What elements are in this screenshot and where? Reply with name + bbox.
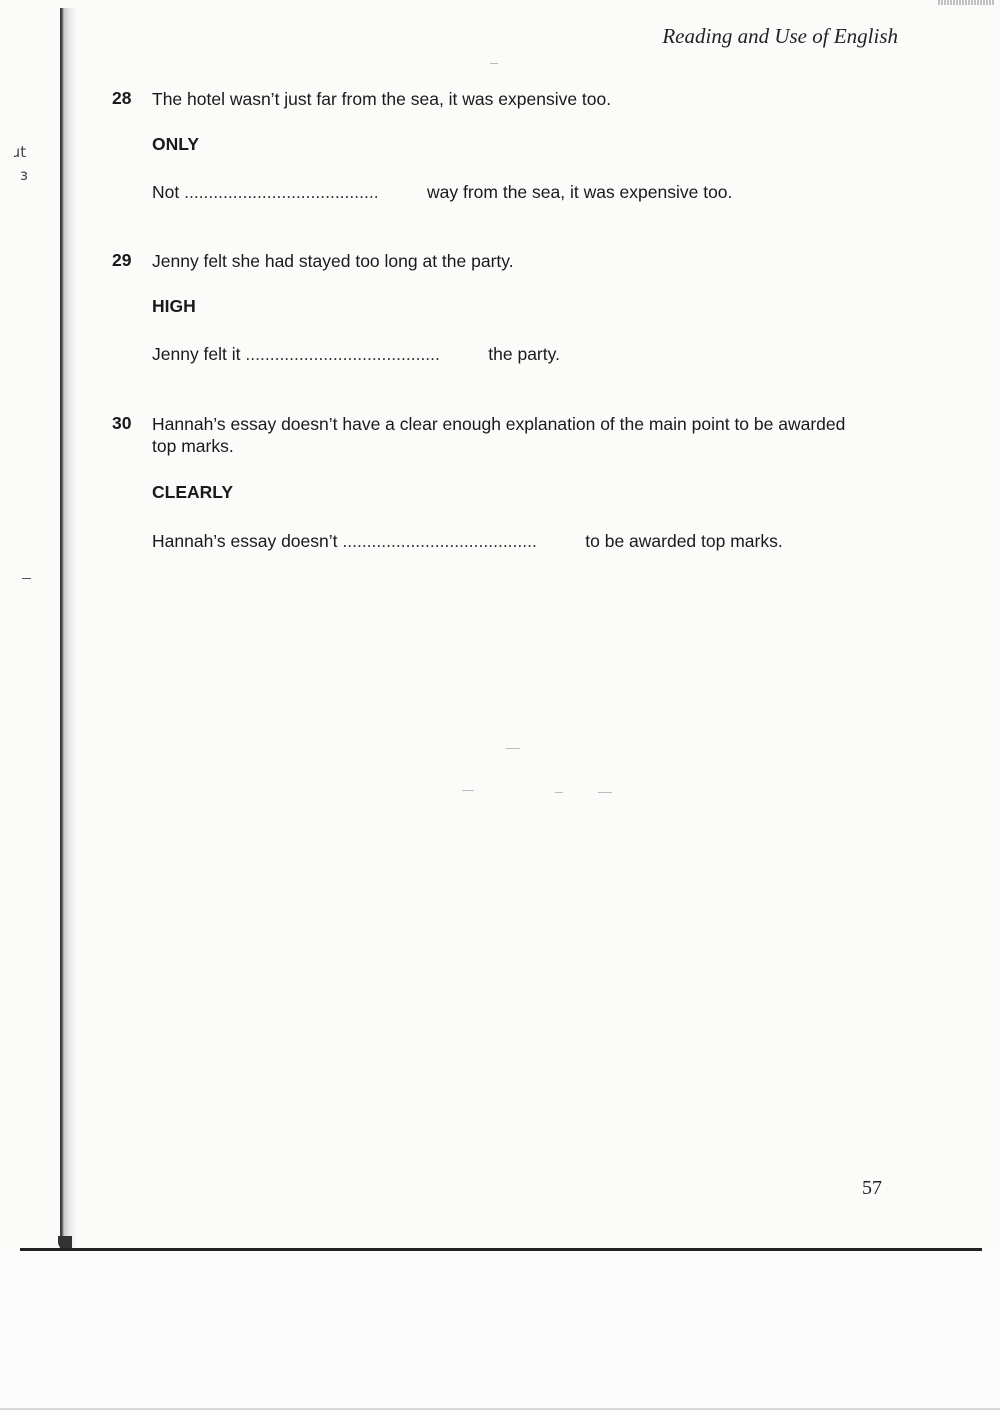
- key-word: ONLY: [152, 134, 200, 154]
- page-bottom-rule: [20, 1248, 982, 1251]
- answer-gap[interactable]: ........................................: [342, 531, 537, 551]
- scan-speck: [506, 748, 520, 749]
- answer-end: to be awarded top marks.: [585, 531, 783, 551]
- margin-mark: ɹt: [14, 143, 27, 161]
- question-sentence: The hotel wasn’t just far from the sea, it was expensive too.: [152, 89, 612, 109]
- margin-dash: [22, 578, 31, 579]
- answer-start: Hannah’s essay doesn’t: [152, 531, 338, 551]
- answer-line: [152, 182, 732, 203]
- scan-corner-mark: [938, 0, 994, 5]
- scan-speck: [490, 63, 498, 64]
- key-word: HIGH: [152, 296, 196, 316]
- margin-mark: ɜ: [20, 166, 28, 184]
- answer-end: the party.: [488, 344, 560, 364]
- answer-gap[interactable]: ........................................: [245, 344, 440, 364]
- answer-line: [152, 344, 560, 365]
- question-number: 28: [112, 88, 132, 108]
- scan-speck: [462, 790, 474, 791]
- scan-speck: [598, 792, 612, 793]
- question-28: [112, 88, 872, 208]
- scan-bottom-edge: [0, 1408, 1000, 1410]
- answer-start: Jenny felt it: [152, 344, 241, 364]
- question-sentence: Jenny felt she had stayed too long at the party.: [152, 251, 514, 271]
- answer-gap[interactable]: ........................................: [184, 182, 379, 202]
- page-number: 57: [862, 1177, 882, 1199]
- scan-margin: [0, 1252, 1000, 1413]
- scan-speck: [555, 792, 563, 793]
- binding-shadow: [60, 8, 78, 1248]
- question-number: 30: [112, 413, 132, 433]
- answer-start: Not: [152, 182, 180, 202]
- answer-line: [152, 531, 783, 552]
- question-sentence: Hannah’s essay doesn’t have a clear enough explanation of the main point to be awarded top marks.: [152, 414, 846, 456]
- key-word: CLEARLY: [152, 482, 234, 502]
- question-number: 29: [112, 250, 132, 270]
- answer-end: way from the sea, it was expensive too.: [426, 182, 733, 202]
- question-29: [112, 250, 872, 370]
- section-header: Reading and Use of English: [662, 24, 898, 48]
- question-30: [112, 413, 872, 558]
